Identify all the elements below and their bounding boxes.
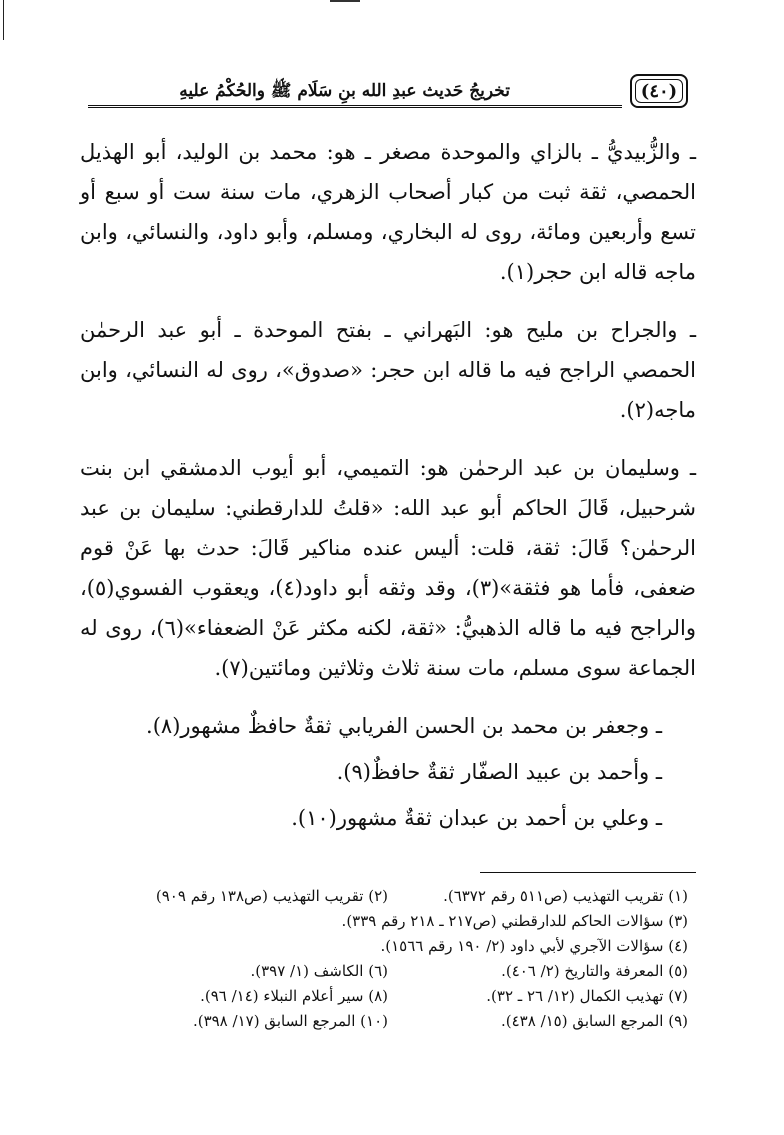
paragraph-jarrah: ـ والجراح بن مليح هو: البَهراني ـ بفتح الموحدة ـ أبو عبد الرحمٰن الحمصي الراجح فيه ما قاله ابن حجر: «صدوق»، روى له النسائي، وابن ماجه(٢).	[80, 318, 696, 422]
page-number: (٤٠)	[640, 80, 678, 102]
footnote-7: (٧) تهذيب الكمال (١٢/ ٢٦ ـ ٣٢).	[486, 987, 688, 1005]
footnote-row	[86, 909, 688, 934]
footnote-9: (٩) المرجع السابق (١٥/ ٤٣٨).	[501, 1012, 688, 1030]
paragraph-zubaidi: ـ والزُّبيديُّ ـ بالزاي والموحدة مصغر ـ هو: محمد بن الوليد، أبو الهذيل الحمصي، ثقة ثبت من كبار أصحاب الزهري، مات سنة ست أو سبع أو تسع وأربعين ومائة، روى له البخاري، ومسلم، وأبو داود، والنسائي، وابن ماجه قاله ابن حجر(١).	[80, 140, 696, 284]
footnotes	[86, 884, 688, 1034]
top-edge-mark	[330, 0, 360, 6]
line-jafar: ـ وجعفر بن محمد بن الحسن الفريابي ثقةٌ حافظٌ مشهور(٨).	[146, 714, 662, 738]
footnote-row	[86, 959, 688, 984]
footnote-row	[86, 984, 688, 1009]
paragraph-sulaiman: ـ وسليمان بن عبد الرحمٰن هو: التميمي، أبو أيوب الدمشقي ابن بنت شرحبيل، قَالَ الحاكم أبو عبد الله: «قلتُ للدارقطني: سليمان بن عبد الرحمٰن؟ قَالَ: ثقة، قلت: أليس عنده مناكير قَالَ: حدث بها عَنْ قوم ضعفى، فأما هو فثقة»(٣)، وقد وثقه أبو داود(٤)، ويعقوب الفسوي(٥)، والراجح فيه ما قاله الذهبيُّ: «ثقة، لكنه مكثر عَنْ الضعفاء»(٦)، روى له الجماعة سوى مسلم، مات سنة ثلاث وثلاثين ومائتين(٧).	[80, 456, 696, 680]
running-header	[88, 74, 688, 108]
footnote-6: (٦) الكاشف (١/ ٣٩٧).	[250, 962, 388, 980]
main-text	[80, 132, 696, 844]
page-edge-line	[3, 0, 4, 40]
footnote-3: (٣) سؤالات الحاكم للدارقطني (ص٢١٧ ـ ٢١٨ رقم ٣٣٩).	[341, 912, 688, 930]
page-number-box	[630, 74, 688, 108]
header-title: تخريجُ حَديث عبدِ الله بنِ سَلَام ﷺ والحُكْمُ عليهِ	[179, 81, 510, 101]
line-ali: ـ وعلي بن أحمد بن عبدان ثقةٌ مشهور(١٠).	[291, 806, 662, 830]
footnote-5: (٥) المعرفة والتاريخ (٢/ ٤٠٦).	[501, 962, 688, 980]
footnote-row	[86, 884, 688, 909]
header-rule	[88, 105, 622, 108]
line-ahmad: ـ وأحمد بن عبيد الصفّار ثقةٌ حافظٌ(٩).	[336, 760, 662, 784]
footnote-row	[86, 1009, 688, 1034]
footnote-separator	[480, 872, 696, 873]
footnote-2: (٢) تقريب التهذيب (ص١٣٨ رقم ٩٠٩)	[155, 887, 388, 905]
footnote-8: (٨) سير أعلام النبلاء (١٤/ ٩٦).	[200, 987, 388, 1005]
footnote-4: (٤) سؤالات الآجري لأبي داود (٢/ ١٩٠ رقم ١٥٦٦).	[380, 937, 688, 955]
footnote-1: (١) تقريب التهذيب (ص٥١١ رقم ٦٣٧٢).	[443, 887, 688, 905]
footnote-row	[86, 934, 688, 959]
footnote-10: (١٠) المرجع السابق (١٧/ ٣٩٨).	[192, 1012, 388, 1030]
